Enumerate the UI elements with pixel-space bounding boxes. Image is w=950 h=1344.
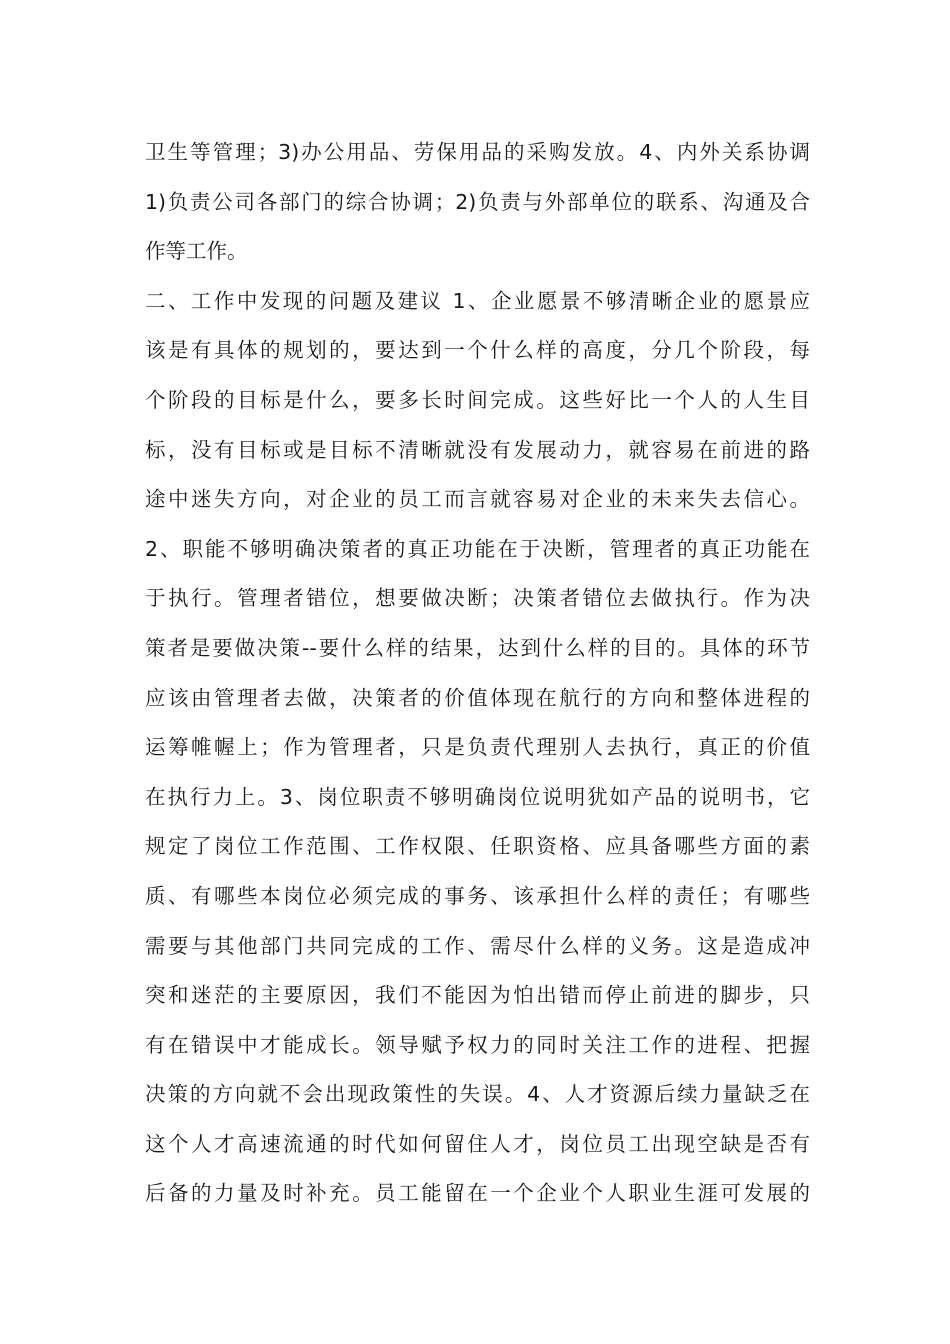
text-line: 有在错误中才能成长。领导赋予权力的同时关注工作的进程、把握 — [145, 1032, 810, 1057]
text-line: 二、工作中发现的问题及建议 1、企业愿景不够清晰企业的愿景应 — [145, 288, 810, 313]
text-line: 质、有哪些本岗位必须完成的事务、该承担什么样的责任；有哪些 — [145, 883, 810, 908]
text-line: 2、职能不够明确决策者的真正功能在于决断，管理者的真正功能在 — [145, 536, 810, 561]
text-line: 于执行。管理者错位，想要做决断；决策者错位去做执行。作为决 — [145, 586, 810, 611]
text-line: 该是有具体的规划的，要达到一个什么样的高度，分几个阶段，每 — [145, 338, 810, 363]
text-line: 作等工作。 — [145, 239, 248, 264]
text-line: 途中迷失方向，对企业的员工而言就容易对企业的未来失去信心。 — [145, 487, 810, 512]
text-line: 策者是要做决策--要什么样的结果，达到什么样的目的。具体的环节 — [145, 635, 810, 660]
text-line: 需要与其他部门共同完成的工作、需尽什么样的义务。这是造成冲 — [145, 933, 810, 958]
text-line: 应该由管理者去做，决策者的价值体现在航行的方向和整体进程的 — [145, 685, 810, 710]
text-line: 规定了岗位工作范围、工作权限、任职资格、应具备哪些方面的素 — [145, 834, 810, 859]
text-line: 这个人才高速流通的时代如何留住人才，岗位员工出现空缺是否有 — [145, 1131, 810, 1156]
text-line: 标，没有目标或是目标不清晰就没有发展动力，就容易在前进的路 — [145, 437, 810, 462]
text-line: 在执行力上。3、岗位职责不够明确岗位说明犹如产品的说明书，它 — [145, 784, 810, 809]
text-line: 决策的方向就不会出现政策性的失误。4、人才资源后续力量缺乏在 — [145, 1082, 810, 1107]
text-line: 后备的力量及时补充。员工能留在一个企业个人职业生涯可发展的 — [145, 1181, 810, 1206]
body-text — [145, 132, 810, 1223]
text-line: 运筹帷幄上；作为管理者，只是负责代理别人去执行，真正的价值 — [145, 735, 810, 760]
text-line: 个阶段的目标是什么，要多长时间完成。这些好比一个人的人生目 — [145, 387, 810, 412]
text-line: 突和迷茫的主要原因，我们不能因为怕出错而停止前进的脚步，只 — [145, 983, 810, 1008]
text-line: 1)负责公司各部门的综合协调；2)负责与外部单位的联系、沟通及合 — [145, 189, 810, 214]
text-line: 卫生等管理；3)办公用品、劳保用品的采购发放。4、内外关系协调 — [145, 140, 810, 164]
